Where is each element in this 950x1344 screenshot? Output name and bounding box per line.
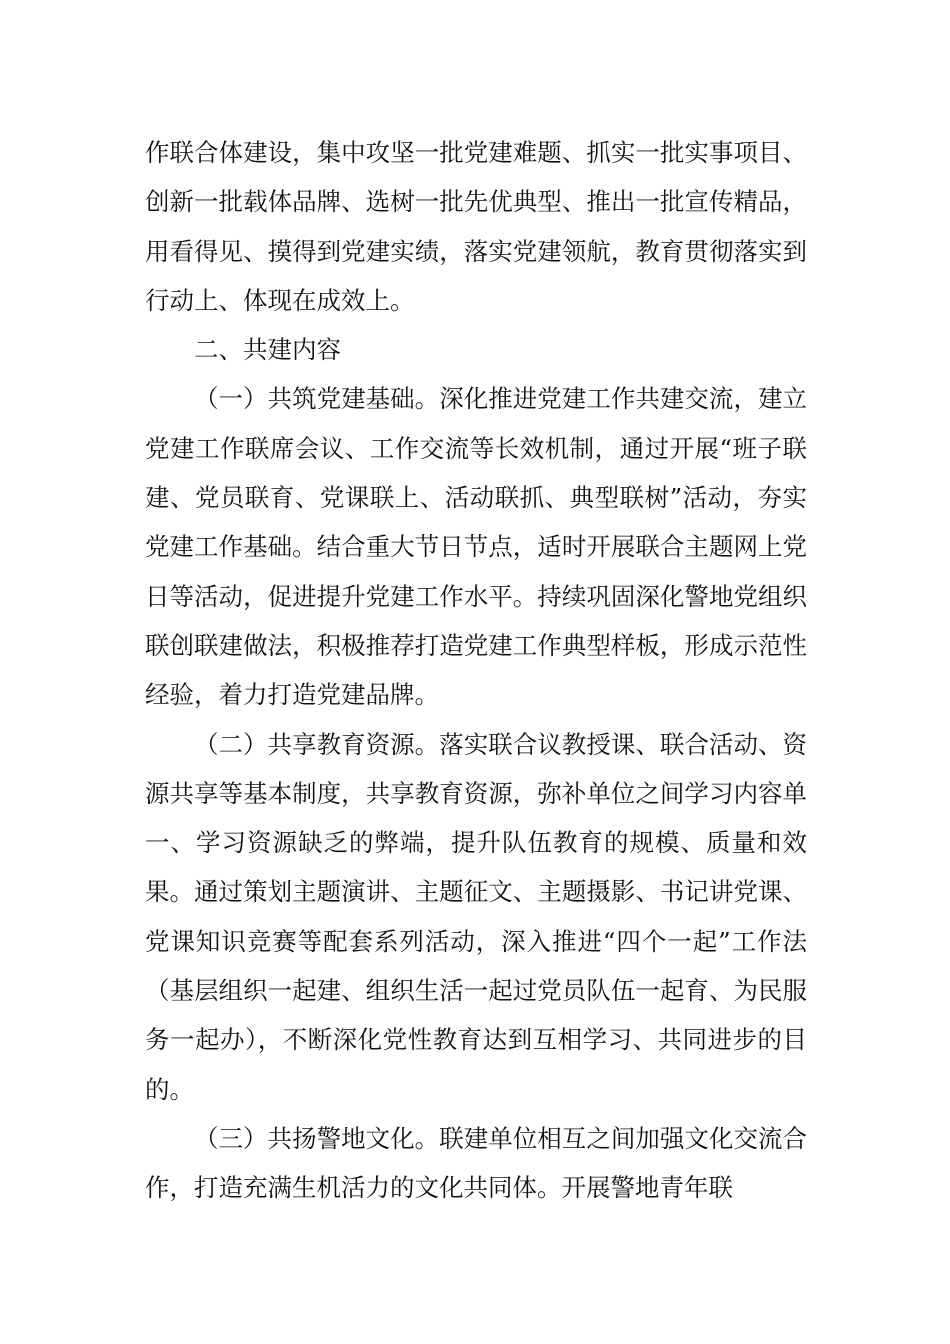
paragraph-party-foundation: （一）共筑党建基础。深化推进党建工作共建交流，建立党建工作联席会议、工作交流等长效机制，通过开展“班子联建、党员联育、党课联上、活动联抓、典型联树”活动，夯实党建工作基础。结合重大节日节点，适时开展联合主题网上党日等活动，促进提升党建工作水平。持续巩固深化警地党组织联创联建做法，积极推荐打造党建工作典型样板，形成示范性经验，着力打造党建品牌。 — [145, 384, 807, 710]
paragraph-police-culture: （三）共扬警地文化。联建单位相互之间加强文化交流合作，打造充满生机活力的文化共同体。开展警地青年联 — [145, 1123, 807, 1203]
paragraph-education-resources: （二）共享教育资源。落实联合议教授课、联合活动、资源共享等基本制度，共享教育资源，弥补单位之间学习内容单一、学习资源缺乏的弊端，提升队伍教育的规模、质量和效果。通过策划主题演讲、主题征文、主题摄影、书记讲党课、党课知识竞赛等配套系列活动，深入推进“四个一起”工作法（基层组织一起建、组织生活一起过党员队伍一起育、为民服务一起办），不断深化党性教育达到互相学习、共同进步的目的。 — [145, 729, 807, 1104]
document-page — [145, 128, 807, 1213]
section-heading-joint-content: 二、共建内容 — [194, 335, 341, 365]
paragraph-continuation: 作联合体建设，集中攻坚一批党建难题、抓实一批实事项目、创新一批载体品牌、选树一批先优典型、推出一批宣传精品，用看得见、摸得到党建实绩，落实党建领航，教育贯彻落实到行动上、体现在成效上。 — [145, 138, 807, 315]
